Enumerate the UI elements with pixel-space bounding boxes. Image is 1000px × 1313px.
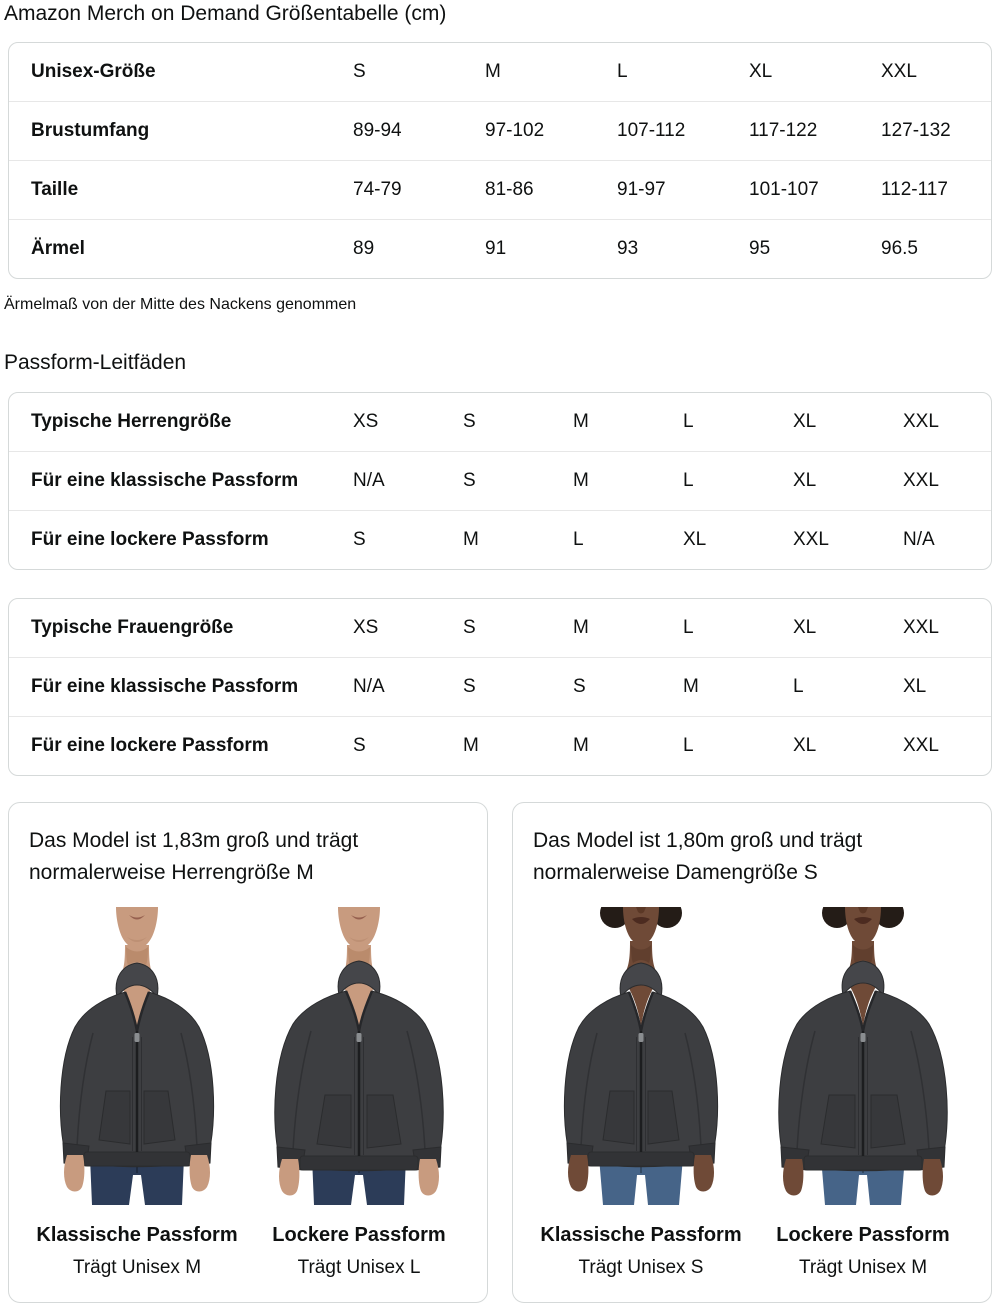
size-cell: S bbox=[463, 617, 476, 638]
size-cell: S bbox=[353, 735, 366, 756]
size-cell: 91 bbox=[485, 238, 507, 259]
row-label: Taille bbox=[31, 179, 79, 200]
size-cell: 81-86 bbox=[485, 179, 534, 200]
row-label: Für eine klassische Passform bbox=[31, 676, 299, 697]
size-cell: XL bbox=[903, 676, 927, 697]
row-label: Unisex-Größe bbox=[31, 61, 156, 82]
model-photo-classic-fit bbox=[29, 907, 245, 1280]
size-cell: S bbox=[463, 470, 476, 491]
female-model-classic-image bbox=[533, 907, 749, 1205]
size-cell: XXL bbox=[903, 411, 939, 432]
size-cell: 95 bbox=[749, 238, 771, 259]
table-row bbox=[9, 510, 991, 569]
unisex-size-table bbox=[8, 42, 992, 279]
size-cell: L bbox=[573, 529, 584, 550]
table-row bbox=[9, 657, 991, 716]
fit-label: Klassische Passform bbox=[36, 1224, 238, 1246]
male-model-classic-image bbox=[29, 907, 245, 1205]
size-cell: XXL bbox=[903, 617, 939, 638]
female-model-loose-image bbox=[755, 907, 971, 1205]
model-photo-loose-fit bbox=[755, 907, 971, 1280]
size-cell: 117-122 bbox=[749, 120, 818, 141]
worn-size-label: Trägt Unisex M bbox=[798, 1257, 928, 1278]
size-cell: L bbox=[683, 735, 694, 756]
worn-size-label: Trägt Unisex S bbox=[578, 1257, 704, 1278]
model-photo-loose-fit bbox=[251, 907, 467, 1280]
table-row bbox=[9, 219, 991, 278]
size-cell: S bbox=[573, 676, 586, 697]
size-cell: L bbox=[683, 617, 694, 638]
sleeve-measure-note: Ärmelmaß von der Mitte des Nackens genommen bbox=[4, 296, 357, 313]
worn-size-label: Trägt Unisex M bbox=[72, 1257, 202, 1278]
size-cell: L bbox=[793, 676, 804, 697]
size-cell: XXL bbox=[903, 470, 939, 491]
size-cell: 93 bbox=[617, 238, 639, 259]
model-figures bbox=[533, 907, 971, 1280]
size-cell: L bbox=[683, 470, 694, 491]
fit-label: Lockere Passform bbox=[776, 1224, 950, 1246]
size-cell: 89-94 bbox=[353, 120, 402, 141]
fit-label: Klassische Passform bbox=[540, 1224, 742, 1246]
model-description: Das Model ist 1,80m groß und trägt normalerweise Damengröße S bbox=[533, 829, 863, 884]
model-photo-classic-fit bbox=[533, 907, 749, 1280]
size-cell: M bbox=[463, 735, 479, 756]
row-label: Für eine klassische Passform bbox=[31, 470, 299, 491]
size-cell: XS bbox=[353, 411, 379, 432]
size-cell: S bbox=[463, 676, 476, 697]
size-cell: S bbox=[353, 61, 366, 82]
size-cell: XXL bbox=[881, 61, 917, 82]
size-cell: XL bbox=[749, 61, 773, 82]
size-cell: 127-132 bbox=[881, 120, 951, 141]
row-label: Ärmel bbox=[31, 238, 85, 259]
fit-guides-heading: Passform-Leitfäden bbox=[4, 351, 187, 374]
women-fit-table bbox=[8, 598, 992, 776]
size-cell: L bbox=[617, 61, 628, 82]
size-cell: M bbox=[463, 529, 479, 550]
size-cell: M bbox=[683, 676, 699, 697]
size-cell: N/A bbox=[353, 470, 385, 491]
size-cell: XS bbox=[353, 617, 379, 638]
male-model-loose-image bbox=[251, 907, 467, 1205]
table-row bbox=[9, 393, 991, 451]
model-figures bbox=[29, 907, 467, 1280]
table-row bbox=[9, 160, 991, 219]
row-label: Typische Frauengröße bbox=[31, 617, 234, 638]
table-row bbox=[9, 716, 991, 775]
table-row bbox=[9, 599, 991, 657]
size-cell: 112-117 bbox=[881, 179, 948, 200]
size-cell: L bbox=[683, 411, 694, 432]
page-title: Amazon Merch on Demand Größentabelle (cm) bbox=[4, 2, 447, 25]
size-cell: XXL bbox=[903, 735, 939, 756]
size-cell: 97-102 bbox=[485, 120, 545, 141]
row-label: Typische Herrengröße bbox=[31, 411, 232, 432]
size-cell: 74-79 bbox=[353, 179, 402, 200]
model-description: Das Model ist 1,83m groß und trägt normalerweise Herrengröße M bbox=[29, 829, 359, 884]
size-cell: 96.5 bbox=[881, 238, 918, 259]
size-cell: XL bbox=[793, 617, 817, 638]
size-cell: XL bbox=[793, 470, 817, 491]
size-cell: S bbox=[353, 529, 366, 550]
row-label: Brustumfang bbox=[31, 120, 150, 141]
size-cell: 107-112 bbox=[617, 120, 686, 141]
size-cell: N/A bbox=[903, 529, 935, 550]
fit-label: Lockere Passform bbox=[272, 1224, 446, 1246]
men-model-card bbox=[8, 802, 488, 1303]
size-cell: M bbox=[573, 411, 589, 432]
worn-size-label: Trägt Unisex L bbox=[297, 1257, 421, 1278]
size-cell: XL bbox=[683, 529, 707, 550]
size-cell: M bbox=[573, 735, 589, 756]
table-row bbox=[9, 43, 991, 101]
size-cell: M bbox=[573, 470, 589, 491]
table-row bbox=[9, 451, 991, 510]
size-cell: XL bbox=[793, 735, 817, 756]
row-label: Für eine lockere Passform bbox=[31, 529, 269, 550]
table-row bbox=[9, 101, 991, 160]
size-cell: M bbox=[485, 61, 501, 82]
size-cell: 89 bbox=[353, 238, 375, 259]
size-cell: M bbox=[573, 617, 589, 638]
size-cell: 101-107 bbox=[749, 179, 819, 200]
men-fit-table bbox=[8, 392, 992, 570]
row-label: Für eine lockere Passform bbox=[31, 735, 269, 756]
size-cell: 91-97 bbox=[617, 179, 666, 200]
size-cell: N/A bbox=[353, 676, 385, 697]
size-cell: XXL bbox=[793, 529, 829, 550]
model-cards bbox=[8, 802, 992, 1303]
women-model-card bbox=[512, 802, 992, 1303]
size-cell: XL bbox=[793, 411, 817, 432]
size-cell: S bbox=[463, 411, 476, 432]
